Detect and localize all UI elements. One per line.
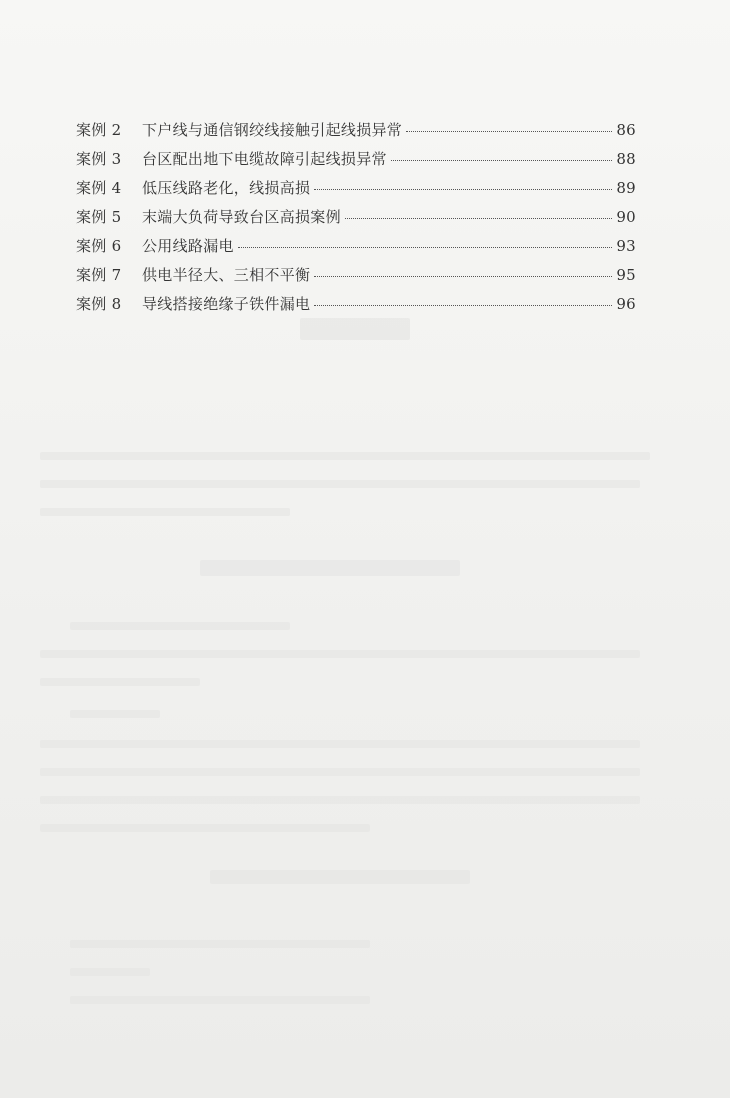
dot-leader xyxy=(391,159,612,161)
page-number: 93 xyxy=(616,237,636,255)
toc-entry-case-8 xyxy=(76,293,636,322)
dot-leader xyxy=(238,246,612,248)
dot-leader xyxy=(314,188,612,190)
case-label: 案例 6 xyxy=(76,237,122,255)
page-number: 90 xyxy=(616,208,636,226)
toc-entry-case-4 xyxy=(76,177,636,206)
entry-title: 供电半径大、三相不平衡 xyxy=(142,266,311,284)
toc-entry-case-3 xyxy=(76,148,636,177)
dot-leader xyxy=(406,130,612,132)
dot-leader xyxy=(314,275,612,277)
toc-entry-case-5 xyxy=(76,206,636,235)
toc-entry-case-2 xyxy=(76,119,636,148)
page-number: 96 xyxy=(616,295,636,313)
entry-title: 低压线路老化，线损高损 xyxy=(142,179,311,197)
case-label: 案例 7 xyxy=(76,266,122,284)
case-label: 案例 8 xyxy=(76,295,122,313)
entry-title: 台区配出地下电缆故障引起线损异常 xyxy=(142,150,387,168)
dot-leader xyxy=(314,304,612,306)
page-number: 89 xyxy=(616,179,636,197)
table-of-contents xyxy=(76,119,636,322)
page-number: 86 xyxy=(616,121,636,139)
case-label: 案例 2 xyxy=(76,121,122,139)
dot-leader xyxy=(345,217,612,219)
entry-title: 公用线路漏电 xyxy=(142,237,234,255)
entry-title: 末端大负荷导致台区高损案例 xyxy=(142,208,341,226)
case-label: 案例 5 xyxy=(76,208,122,226)
case-label: 案例 4 xyxy=(76,179,122,197)
page-number: 95 xyxy=(616,266,636,284)
case-label: 案例 3 xyxy=(76,150,122,168)
page-number: 88 xyxy=(616,150,636,168)
toc-entry-case-6 xyxy=(76,235,636,264)
entry-title: 下户线与通信钢绞线接触引起线损异常 xyxy=(142,121,403,139)
entry-title: 导线搭接绝缘子铁件漏电 xyxy=(142,295,311,313)
toc-entry-case-7 xyxy=(76,264,636,293)
